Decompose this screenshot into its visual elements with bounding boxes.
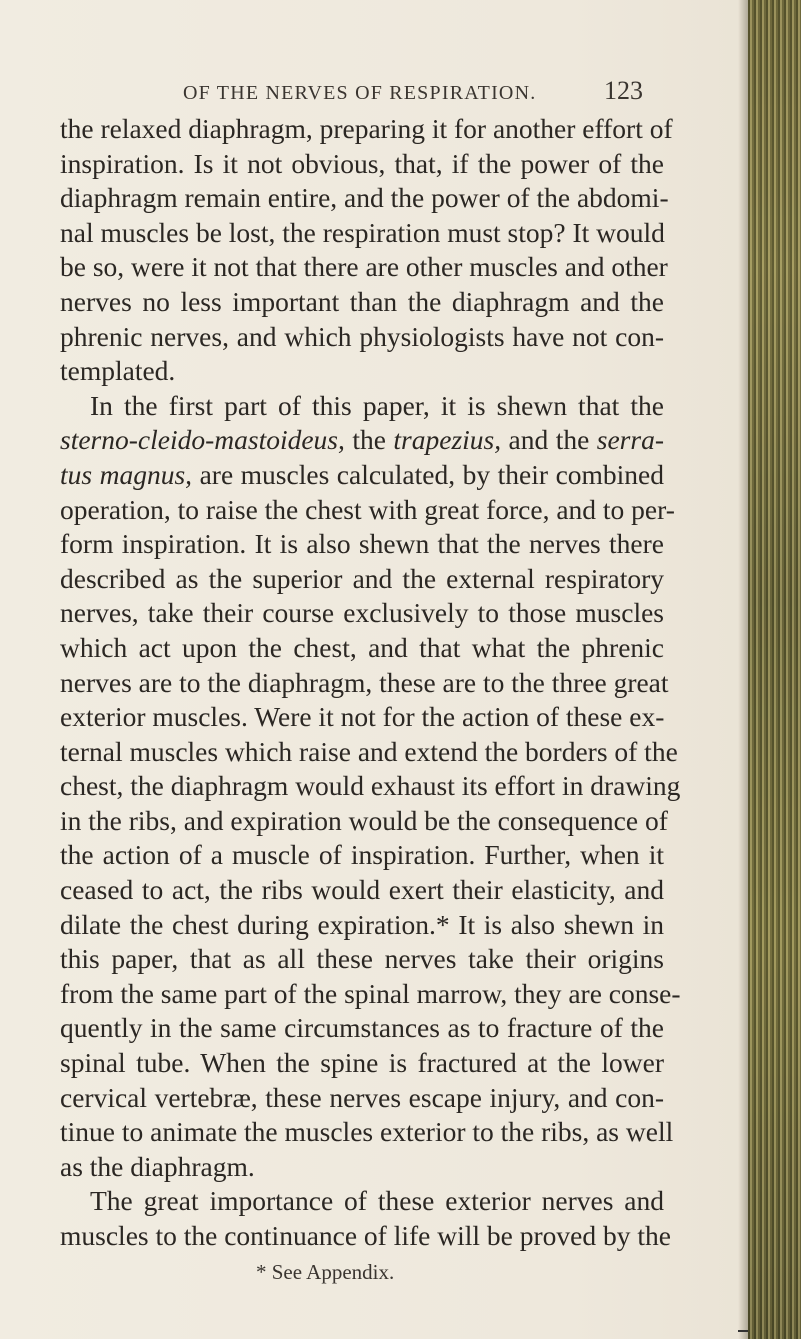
text-line: nerves, take their course exclusively to those muscles bbox=[60, 597, 664, 629]
text-line: which act upon the chest, and that what the phrenic bbox=[60, 631, 664, 663]
text-line: nerves no less important than the diaphragm and the bbox=[60, 285, 664, 317]
text-line: ternal muscles which raise and extend the borders of the bbox=[60, 735, 678, 767]
text-line: dilate the chest during expiration.* It is also shewn in bbox=[60, 908, 664, 940]
text-line: described as the superior and the external respiratory bbox=[60, 562, 664, 594]
text-run: are muscles calculated, by their combined bbox=[192, 458, 665, 490]
body-text bbox=[60, 112, 681, 1254]
text-line: from the same part of the spinal marrow, they are conse- bbox=[60, 977, 681, 1009]
text-line: nerves are to the diaphragm, these are to the three great bbox=[60, 666, 669, 698]
running-title: OF THE NERVES OF RESPIRATION. bbox=[183, 82, 537, 104]
text-line: be so, were it not that there are other muscles and other bbox=[60, 251, 668, 283]
text-run: the bbox=[344, 424, 394, 456]
footnote: * See Appendix. bbox=[256, 1260, 395, 1284]
text-line: nal muscles be lost, the respiration must stop? It would bbox=[60, 216, 665, 248]
text-run: and the bbox=[501, 424, 597, 456]
text-line: exterior muscles. Were it not for the action of these ex- bbox=[60, 701, 665, 733]
muscle-name-italic: serra- bbox=[596, 424, 664, 456]
text-line: form inspiration. It is also shewn that the nerves there bbox=[60, 528, 664, 560]
text-line: as the diaphragm. bbox=[60, 1150, 255, 1182]
text-line: phrenic nerves, and which physiologists have not con- bbox=[60, 320, 664, 352]
text-line: quently in the same circumstances as to fracture of the bbox=[60, 1012, 664, 1044]
muscle-name-italic: trapezius, bbox=[393, 424, 502, 456]
text-line: templated. bbox=[60, 355, 176, 387]
text-line: diaphragm remain entire, and the power of the abdomi- bbox=[60, 182, 669, 214]
corner-mark bbox=[738, 1330, 748, 1332]
paragraph-first-line: The great importance of these exterior nerves and bbox=[90, 1185, 664, 1217]
page-number: 123 bbox=[604, 76, 643, 105]
text-line bbox=[60, 423, 664, 458]
book-spine-edge bbox=[748, 0, 801, 1339]
text-line: cervical vertebræ, these nerves escape injury, and con- bbox=[60, 1081, 664, 1113]
text-line: muscles to the continuance of life will be proved by the bbox=[60, 1220, 671, 1251]
text-line: operation, to raise the chest with great force, and to per- bbox=[60, 493, 675, 525]
text-line: spinal tube. When the spine is fractured at the lower bbox=[60, 1047, 664, 1079]
muscle-name-italic: sterno-cleido-mastoideus, bbox=[60, 424, 345, 456]
text-line: the action of a muscle of inspiration. Further, when it bbox=[60, 839, 664, 871]
muscle-name-italic: tus magnus, bbox=[60, 458, 193, 490]
text-line: tinue to animate the muscles exterior to the ribs, as well bbox=[60, 1116, 674, 1148]
text-line bbox=[60, 458, 664, 493]
text-line: this paper, that as all these nerves take their origins bbox=[60, 943, 664, 975]
text-line: inspiration. Is it not obvious, that, if the power of the bbox=[60, 147, 664, 179]
text-line: in the ribs, and expiration would be the consequence of bbox=[60, 804, 668, 836]
text-line: ceased to act, the ribs would exert their elasticity, and bbox=[60, 874, 664, 906]
text-line: chest, the diaphragm would exhaust its effort in drawing bbox=[60, 770, 681, 802]
text-line: the relaxed diaphragm, preparing it for another effort of bbox=[60, 113, 673, 144]
paragraph-first-line: In the first part of this paper, it is shewn that the bbox=[90, 389, 664, 421]
